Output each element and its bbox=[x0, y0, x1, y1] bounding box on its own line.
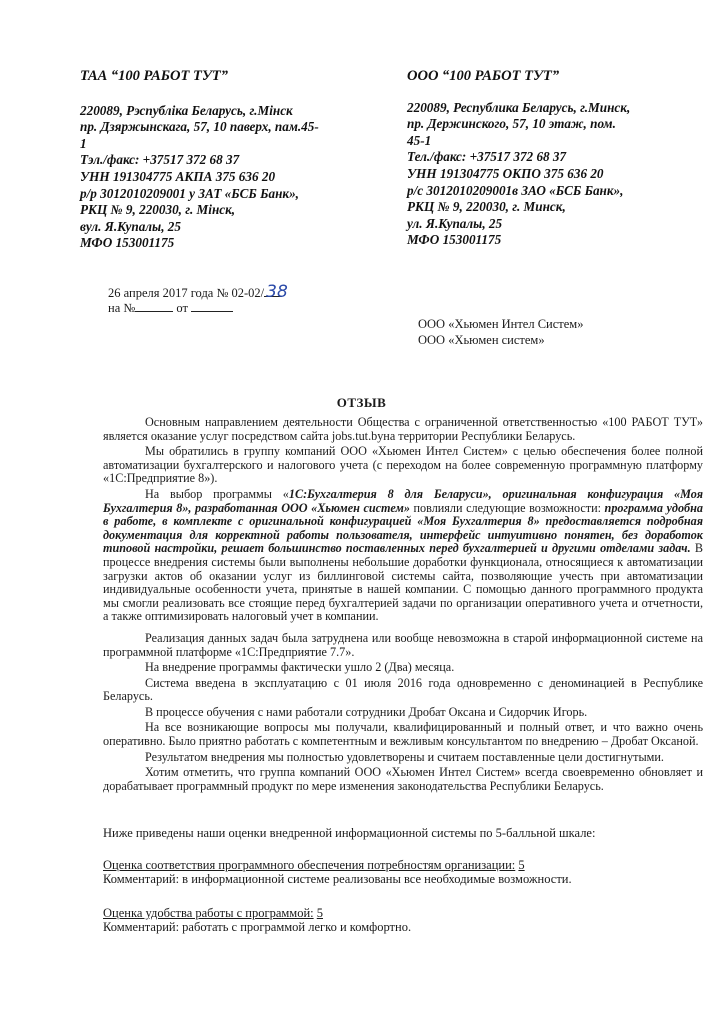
sender-by-line: УНН 191304775 АКПА 375 636 20 bbox=[80, 168, 276, 184]
sender-ru-line: 45-1 bbox=[407, 132, 432, 148]
sender-by-line: пр. Дзяржынскага, 57, 10 паверх, пам.45- bbox=[80, 119, 319, 135]
paragraph-text: На выбор программы « bbox=[145, 486, 289, 501]
handwritten-number: 38 bbox=[266, 282, 288, 302]
recipient: ООО «Хьюмен Интел Систем» bbox=[418, 317, 584, 331]
sender-name-ru: ООО “100 РАБОТ ТУТ” bbox=[407, 68, 560, 84]
scores-intro: Ниже приведены наши оценки внедренной информационной системы по 5-балльной шкале: bbox=[103, 826, 596, 840]
score-item bbox=[103, 906, 703, 934]
score-title bbox=[103, 906, 703, 920]
paragraph-text: повлияли следующие возможности: bbox=[409, 500, 605, 515]
score-title-text: Оценка удобства работы с программой: bbox=[103, 906, 314, 920]
reference-line bbox=[108, 300, 233, 316]
paragraph: Хотим отметить, что группа компаний ООО «Хьюмен Интел Систем» всегда своевременно обновляет и дорабатывает программный продукт по мере изменения законодательства Республики Беларусь. bbox=[103, 765, 703, 793]
sender-block-ru bbox=[407, 68, 707, 249]
sender-ru-line: УНН 191304775 ОКПО 375 636 20 bbox=[407, 165, 604, 181]
score-value: 5 bbox=[316, 906, 323, 920]
sender-ru-line: 220089, Республика Беларусь, г.Минск, bbox=[407, 99, 631, 115]
sender-ru-line: РКЦ № 9, 220030, г. Минск, bbox=[407, 199, 566, 215]
score-comment: Комментарий: работать с программой легко и комфортно. bbox=[103, 920, 412, 934]
ref-date-blank bbox=[191, 300, 233, 312]
date-and-number bbox=[108, 282, 288, 302]
paragraph: Реализация данных задач была затруднена или вообще невозможна в старой информационной системе на программной платформе «1С:Предприятие 7.7». bbox=[103, 630, 703, 659]
sender-block-by bbox=[80, 68, 380, 252]
features-highlight: программа удобна в работе, в комплекте с оригинальной конфигурацией «Моя Бухгалтерия 8» предоставляется подробная документация для корректной работы пользователя, интерфейс интуитивно понятен, без доработок типовой настройки, решает большинство поставленных перед бухгалтерией и другими отделами задач. bbox=[103, 500, 704, 556]
ref-number-blank bbox=[135, 300, 173, 312]
date-text: 26 апреля 2017 года № 02-02/ bbox=[108, 286, 265, 300]
score-title bbox=[103, 858, 703, 872]
score-title-text: Оценка соответствия программного обеспечения потребностям организации: bbox=[103, 858, 516, 872]
paragraph: Результатом внедрения мы полностью удовлетворены и считаем поставленные цели достигнутыми. bbox=[145, 749, 664, 764]
ref-prefix: на № bbox=[108, 301, 136, 315]
sender-ru-line: пр. Держинского, 57, 10 этаж, пом. bbox=[407, 116, 616, 132]
product-name: 1С:Бухгалтерия 8 для Беларуси», оригинальная конфигурация «Моя Бухгалтерия 8», разработанная ООО «Хьюмен систем» bbox=[103, 486, 703, 515]
recipients bbox=[418, 316, 583, 348]
sender-by-line: р/р 3012010209001 у ЗАТ «БСБ Банк», bbox=[80, 185, 299, 201]
paragraph: Система введена в эксплуатацию с 01 июля 2016 года одновременно с деноминацией в Республике Беларусь. bbox=[103, 675, 703, 704]
sender-by-line: 220089, Рэспубліка Беларусь, г.Мінск bbox=[80, 102, 293, 118]
scores-section bbox=[103, 826, 703, 954]
document-title: ОТЗЫВ bbox=[336, 395, 387, 410]
letter-body bbox=[103, 416, 703, 795]
paragraph-text: В процессе внедрения системы были выполнены небольшие доработки функционала, относящиеся к автоматизации загрузки актов об оказании услуг из биллинговой системы сайта, позволяющие учесть при автоматизации индивидуальные особенности учета, принятые в нашей компании. С помощью данного программного продукта мы смогли реализовать все стоящие перед бухгалтерией задачи по организации оперативного учета и отчетности, а также оптимизировать налоговый учет в компании. bbox=[103, 541, 703, 624]
score-item bbox=[103, 858, 703, 886]
sender-ru-line: ул. Я.Купалы, 25 bbox=[407, 215, 503, 231]
sender-by-line: РКЦ № 9, 220030, г. Мінск, bbox=[80, 202, 236, 218]
score-comment: Комментарий: в информационной системе реализованы все необходимые возможности. bbox=[103, 872, 572, 886]
sender-ru-line: р/с 3012010209001в ЗАО «БСБ Банк», bbox=[407, 182, 624, 198]
sender-by-line: МФО 153001175 bbox=[80, 235, 175, 251]
sender-by-line: вул. Я.Купалы, 25 bbox=[80, 218, 181, 234]
sender-by-line: 1 bbox=[80, 135, 87, 151]
score-value: 5 bbox=[518, 858, 525, 872]
paragraph: На внедрение программы фактически ушло 2 (Два) месяца. bbox=[145, 660, 455, 675]
sender-name-by: ТАА “100 РАБОТ ТУТ” bbox=[80, 68, 229, 84]
sender-ru-line: Тел./факс: +37517 372 68 37 bbox=[407, 149, 567, 165]
ref-mid: от bbox=[176, 301, 188, 315]
sender-by-line: Тэл./факс: +37517 372 68 37 bbox=[80, 152, 240, 168]
paragraph: На все возникающие вопросы мы получали, квалифицированный и полный ответ, и что важно очень оперативно. Было приятно работать с компетентным и вежливым консультантом по внедрению – Дробат Оксаной. bbox=[103, 720, 703, 749]
paragraph bbox=[103, 488, 703, 624]
sender-ru-line: МФО 153001175 bbox=[407, 232, 502, 248]
paragraph: Основным направлением деятельности Общества с ограниченной ответственностью «100 РАБОТ ТУТ» является оказание услуг посредством сайта jobs.tut.byна территории Республики Беларусь. bbox=[103, 415, 703, 443]
recipient: ООО «Хьюмен систем» bbox=[418, 333, 545, 347]
number-underline bbox=[264, 282, 288, 302]
paragraph: Мы обратились в группу компаний ООО «Хьюмен Интел Систем» с целью обеспечения более полной автоматизации бухгалтерского и налогового учета (с переходом на более современную программную платформу «1С:Предприятие 8»). bbox=[103, 444, 703, 486]
paragraph: В процессе обучения с нами работали сотрудники Дробат Оксана и Сидорчик Игорь. bbox=[145, 704, 588, 719]
